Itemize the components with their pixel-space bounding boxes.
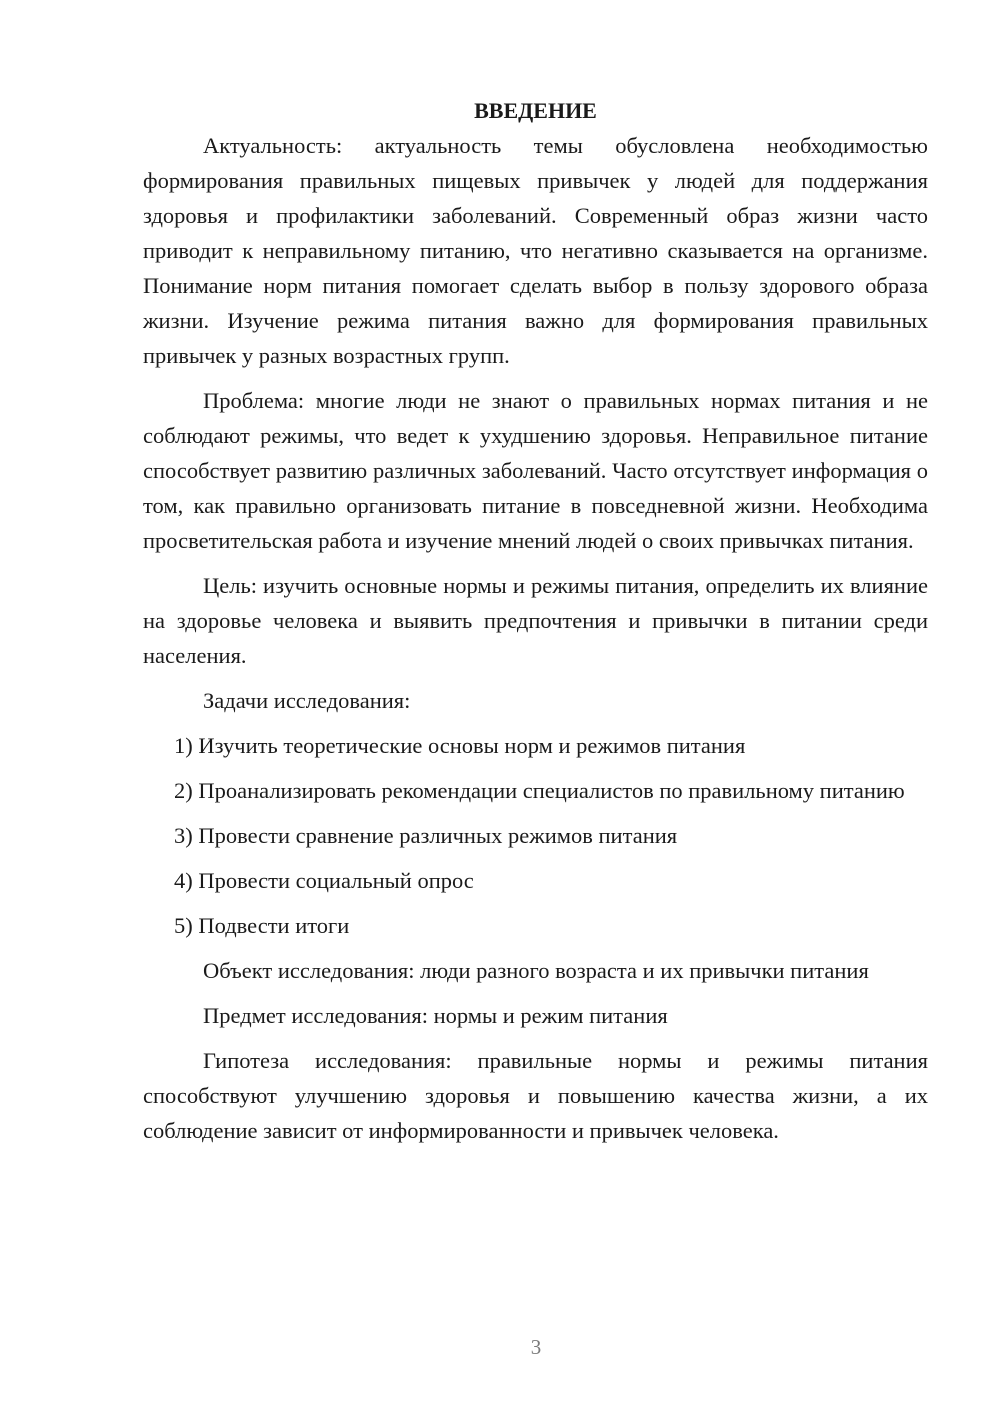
problem-paragraph: Проблема: многие люди не знают о правильных нормах питания и не соблюдают режимы, что ведет к ухудшению здоровья. Неправильное питание способствует развитию различных заболеваний. Часто отсутствует информация о том, как правильно организовать питание в повседневной жизни. Необходима просветительская работа и изучение мнений людей о своих привычках питания. [143, 388, 928, 553]
hypothesis-paragraph: Гипотеза исследования: правильные нормы и режимы питания способствуют улучшению здоровья и повышению качества жизни, а их соблюдение зависит от информированности и привычек человека. [143, 1048, 928, 1143]
relevance-paragraph: Актуальность: актуальность темы обусловлена необходимостью формирования правильных пищевых привычек у людей для поддержания здоровья и профилактики заболеваний. Современный образ жизни часто приводит к неправильному питанию, что негативно сказывается на организме. Понимание норм питания помогает сделать выбор в пользу здорового образа жизни. Изучение режима питания важно для формирования правильных привычек у разных возрастных групп. [143, 133, 928, 368]
task-item: 4) Провести социальный опрос [174, 868, 474, 893]
goal-paragraph: Цель: изучить основные нормы и режимы питания, определить их влияние на здоровье человека и выявить предпочтения и привычки в питании среди населения. [143, 573, 928, 668]
task-item: 5) Подвести итоги [174, 913, 350, 938]
task-item: 1) Изучить теоретические основы норм и режимов питания [174, 733, 746, 758]
object-paragraph: Объект исследования: люди разного возраста и их привычки питания [203, 958, 869, 983]
section-title: ВВЕДЕНИЕ [474, 98, 597, 123]
document-page [143, 96, 928, 1158]
tasks-list [143, 728, 928, 943]
page-number: 3 [530, 1335, 542, 1359]
subject-paragraph: Предмет исследования: нормы и режим питания [203, 1003, 668, 1028]
tasks-heading: Задачи исследования: [203, 688, 411, 713]
task-item: 3) Провести сравнение различных режимов питания [174, 823, 678, 848]
task-item: 2) Проанализировать рекомендации специалистов по правильному питанию [174, 778, 905, 803]
